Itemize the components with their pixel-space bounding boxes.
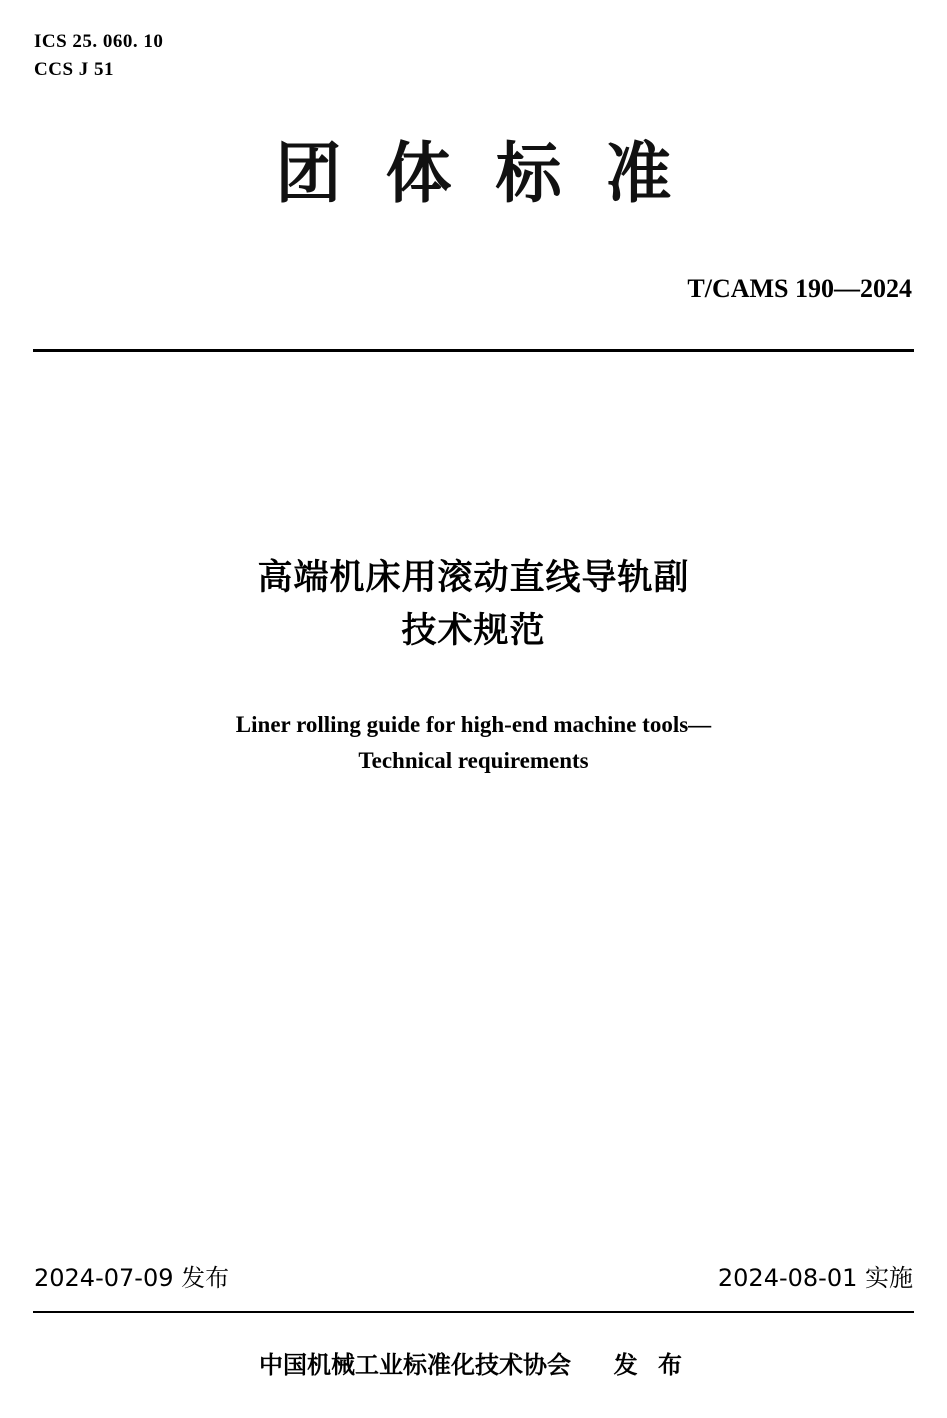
publisher-line (0, 1345, 947, 1380)
standard-type-banner: 团体标准 (275, 135, 716, 212)
ccs-code: CCS J 51 (34, 58, 115, 80)
divider-bottom (33, 1311, 914, 1313)
page-title (90, 552, 857, 657)
page-title-english-line-1: Liner rolling guide for high-end machine tools— (235, 712, 712, 737)
publisher-suffix: 发 布 (613, 1351, 689, 1379)
publisher-name: 中国机械工业标准化技术协会 (258, 1351, 571, 1379)
issue-date: 2024-07-09 发布 (34, 1264, 230, 1292)
page-title-english (90, 707, 857, 778)
ics-code: ICS 25. 060. 10 (34, 31, 164, 52)
page-title-line-2: 技术规范 (401, 610, 546, 651)
divider-top (33, 349, 914, 352)
page-title-line-1: 高端机床用滚动直线导轨副 (257, 558, 690, 598)
standard-number: T/CAMS 190—2024 (687, 274, 912, 303)
effective-date: 2024-08-01 实施 (717, 1264, 913, 1292)
page-title-english-line-2: Technical requirements (358, 747, 589, 773)
classification-codes (34, 28, 163, 83)
